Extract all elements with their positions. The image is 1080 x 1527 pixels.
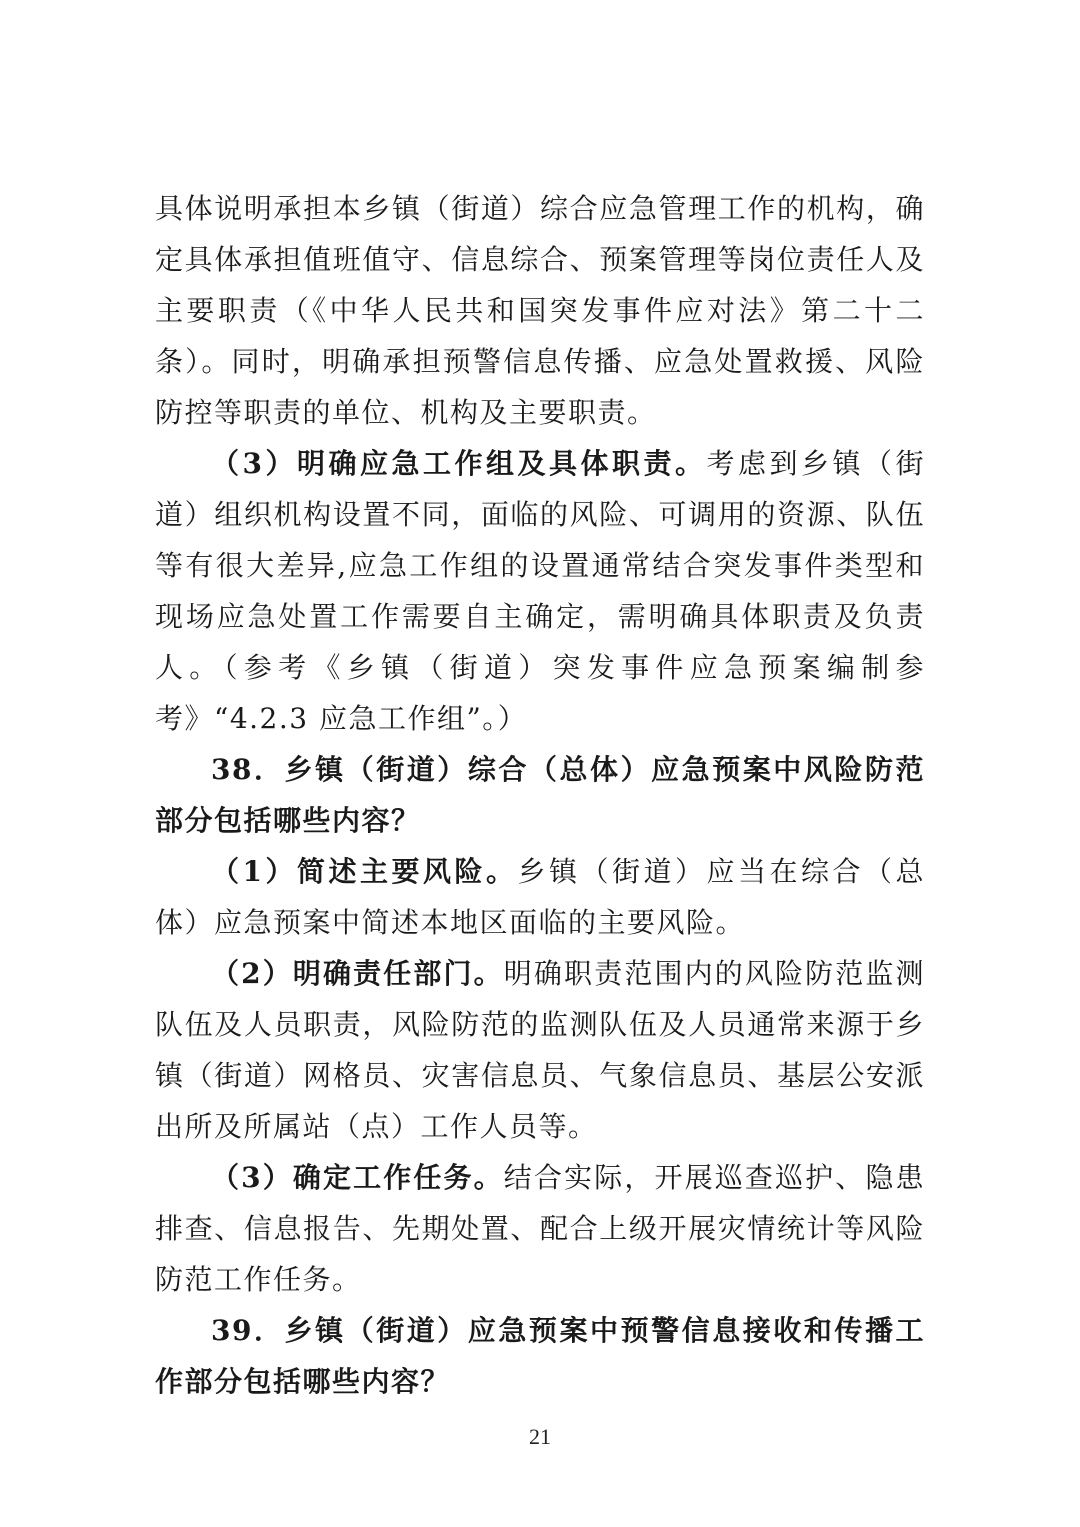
question-text: 39．乡镇（街道）应急预案中预警信息接收和传播工作部分包括哪些内容？ bbox=[155, 1314, 925, 1398]
paragraph-text: 具体说明承担本乡镇（街道）综合应急管理工作的机构，确定具体承担值班值守、信息综合、预案管理等岗位责任人及主要职责（《中华人民共和国突发事件应对法》第二十二条）。同时，明确承担预警信息传播、应急处置救援、风险防控等职责的单位、机构及主要职责。 bbox=[155, 192, 925, 429]
page-body bbox=[155, 183, 925, 1407]
paragraph-text: 乡镇（街道）应当在综合（总体）应急预案中简述本地区面临的主要风险。 bbox=[155, 855, 925, 939]
question-38-heading bbox=[155, 744, 925, 846]
paragraph-work-tasks bbox=[155, 1152, 925, 1305]
paragraph-responsible-departments bbox=[155, 948, 925, 1152]
page-number: 21 bbox=[529, 1424, 551, 1449]
paragraph-main-risks bbox=[155, 846, 925, 948]
paragraph-text: 结合实际，开展巡查巡护、隐患排查、信息报告、先期处置、配合上级开展灾情统计等风险防范工作任务。 bbox=[155, 1161, 925, 1296]
paragraph-bold-lead: （3）确定工作任务。 bbox=[211, 1161, 504, 1194]
paragraph-bold-lead: （3）明确应急工作组及具体职责。 bbox=[211, 447, 707, 480]
paragraph-organization-duties bbox=[155, 183, 925, 438]
paragraph-emergency-working-groups bbox=[155, 438, 925, 744]
paragraph-text: 明确职责范围内的风险防范监测队伍及人员职责，风险防范的监测队伍及人员通常来源于乡镇（街道）网格员、灾害信息员、气象信息员、基层公安派出所及所属站（点）工作人员等。 bbox=[155, 957, 925, 1143]
paragraph-bold-lead: （1）简述主要风险。 bbox=[211, 855, 518, 888]
question-text: 38．乡镇（街道）综合（总体）应急预案中风险防范部分包括哪些内容？ bbox=[155, 753, 925, 837]
question-39-heading bbox=[155, 1305, 925, 1407]
paragraph-bold-lead: （2）明确责任部门。 bbox=[211, 957, 504, 990]
paragraph-text: 考虑到乡镇（街道）组织机构设置不同，面临的风险、可调用的资源、队伍等有很大差异,应急工作组的设置通常结合突发事件类型和现场应急处置工作需要自主确定，需明确具体职责及负责人。（参考《乡镇（街道）突发事件应急预案编制参考》“4.2.3 应急工作组”。） bbox=[155, 447, 925, 735]
